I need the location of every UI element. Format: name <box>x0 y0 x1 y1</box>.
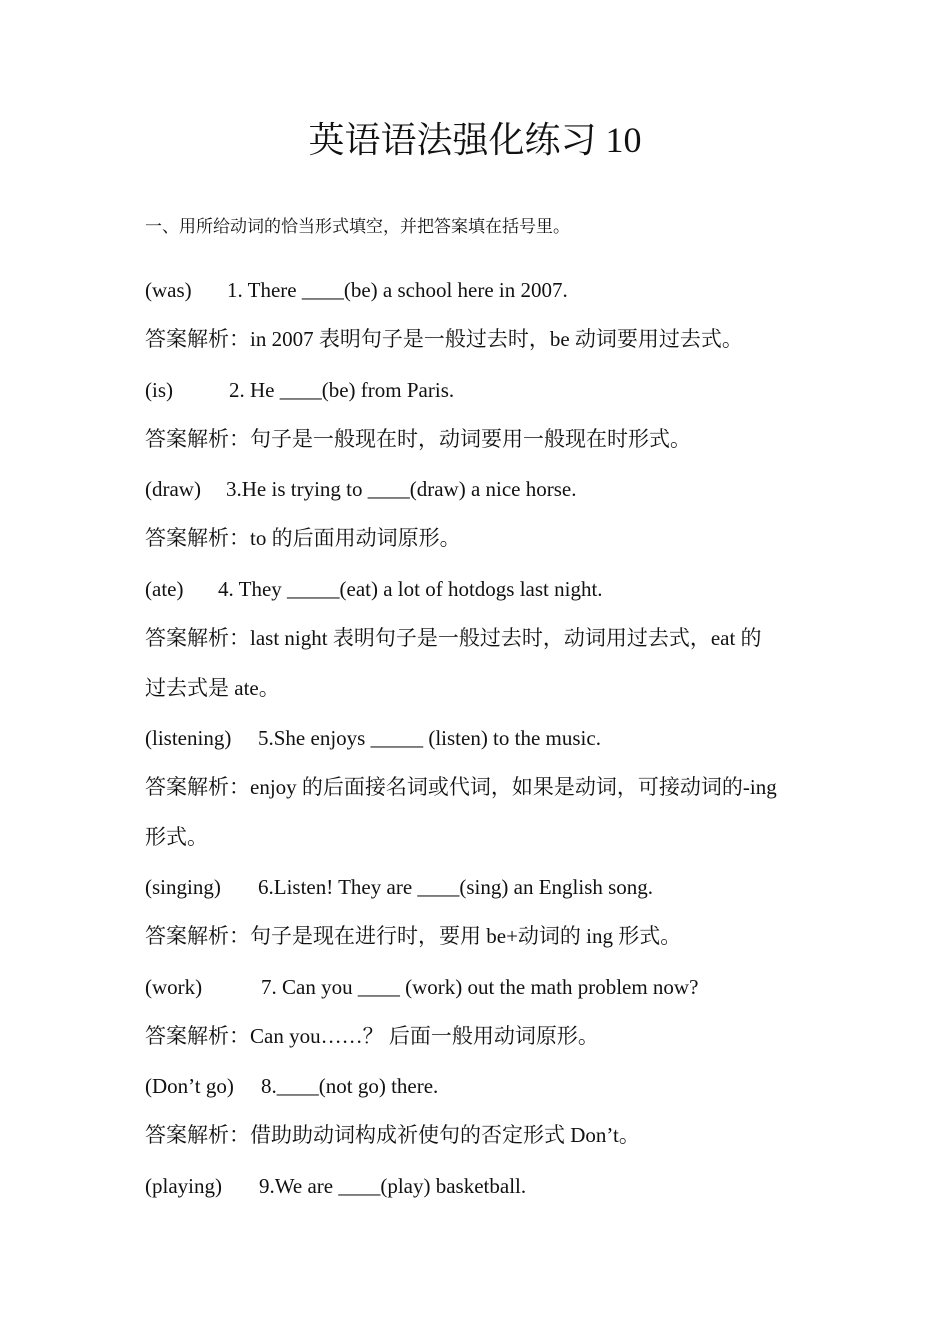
answer: (singing) <box>145 875 221 899</box>
question-row <box>145 971 698 1003</box>
page-title: 英语语法强化练习 10 <box>308 120 642 160</box>
explanation-line: 答案解析：enjoy 的后面接名词或代词，如果是动词，可接动词的-ing <box>145 775 777 799</box>
answer: (was) <box>145 278 192 302</box>
question-text: 7. Can you ____ (work) out the math problem now? <box>261 975 699 999</box>
answer: (draw) <box>145 477 201 501</box>
answer: (Don’t go) <box>145 1074 234 1098</box>
answer: (listening) <box>145 726 232 750</box>
question-row <box>145 871 653 903</box>
explanation-line: 形式。 <box>145 825 208 849</box>
explanation-line: 答案解析：Can you……？ 后面一般用动词原形。 <box>145 1024 599 1048</box>
question-text: 4. They _____(eat) a lot of hotdogs last night. <box>218 577 603 601</box>
question-text: 1. There ____(be) a school here in 2007. <box>227 278 568 302</box>
explanation-line: 答案解析：to 的后面用动词原形。 <box>145 526 461 550</box>
question-text: 2. He ____(be) from Paris. <box>229 378 455 402</box>
explanation-line: 过去式是 ate。 <box>145 676 280 700</box>
answer: (playing) <box>145 1174 222 1198</box>
explanation-line: 答案解析：in 2007 表明句子是一般过去时，be 动词要用过去式。 <box>145 327 743 351</box>
question-text: 8.____(not go) there. <box>261 1074 439 1098</box>
answer: (work) <box>145 975 203 999</box>
question-row <box>145 274 568 306</box>
explanation-line: 答案解析：last night 表明句子是一般过去时，动词用过去式，eat 的 <box>145 626 762 650</box>
answer: (is) <box>145 378 173 402</box>
answer: (ate) <box>145 577 184 601</box>
question-row <box>145 573 603 605</box>
question-text: 3.He is trying to ____(draw) a nice horse. <box>226 477 577 501</box>
question-row <box>145 473 577 505</box>
question-text: 5.She enjoys _____ (listen) to the music. <box>258 726 601 750</box>
question-text: 9.We are ____(play) basketball. <box>259 1174 527 1198</box>
question-row <box>145 1070 438 1102</box>
explanation-line: 答案解析：借助助动词构成祈使句的否定形式 Don’t。 <box>145 1123 640 1147</box>
question-row <box>145 374 454 406</box>
section-instruction: 一、用所给动词的恰当形式填空，并把答案填在括号里。 <box>145 217 570 236</box>
explanation-line: 答案解析：句子是一般现在时，动词要用一般现在时形式。 <box>145 427 691 451</box>
explanation-line: 答案解析：句子是现在进行时，要用 be+动词的 ing 形式。 <box>145 924 682 948</box>
question-row <box>145 1170 526 1202</box>
question-row <box>145 722 601 754</box>
question-text: 6.Listen! They are ____(sing) an English song. <box>258 875 654 899</box>
